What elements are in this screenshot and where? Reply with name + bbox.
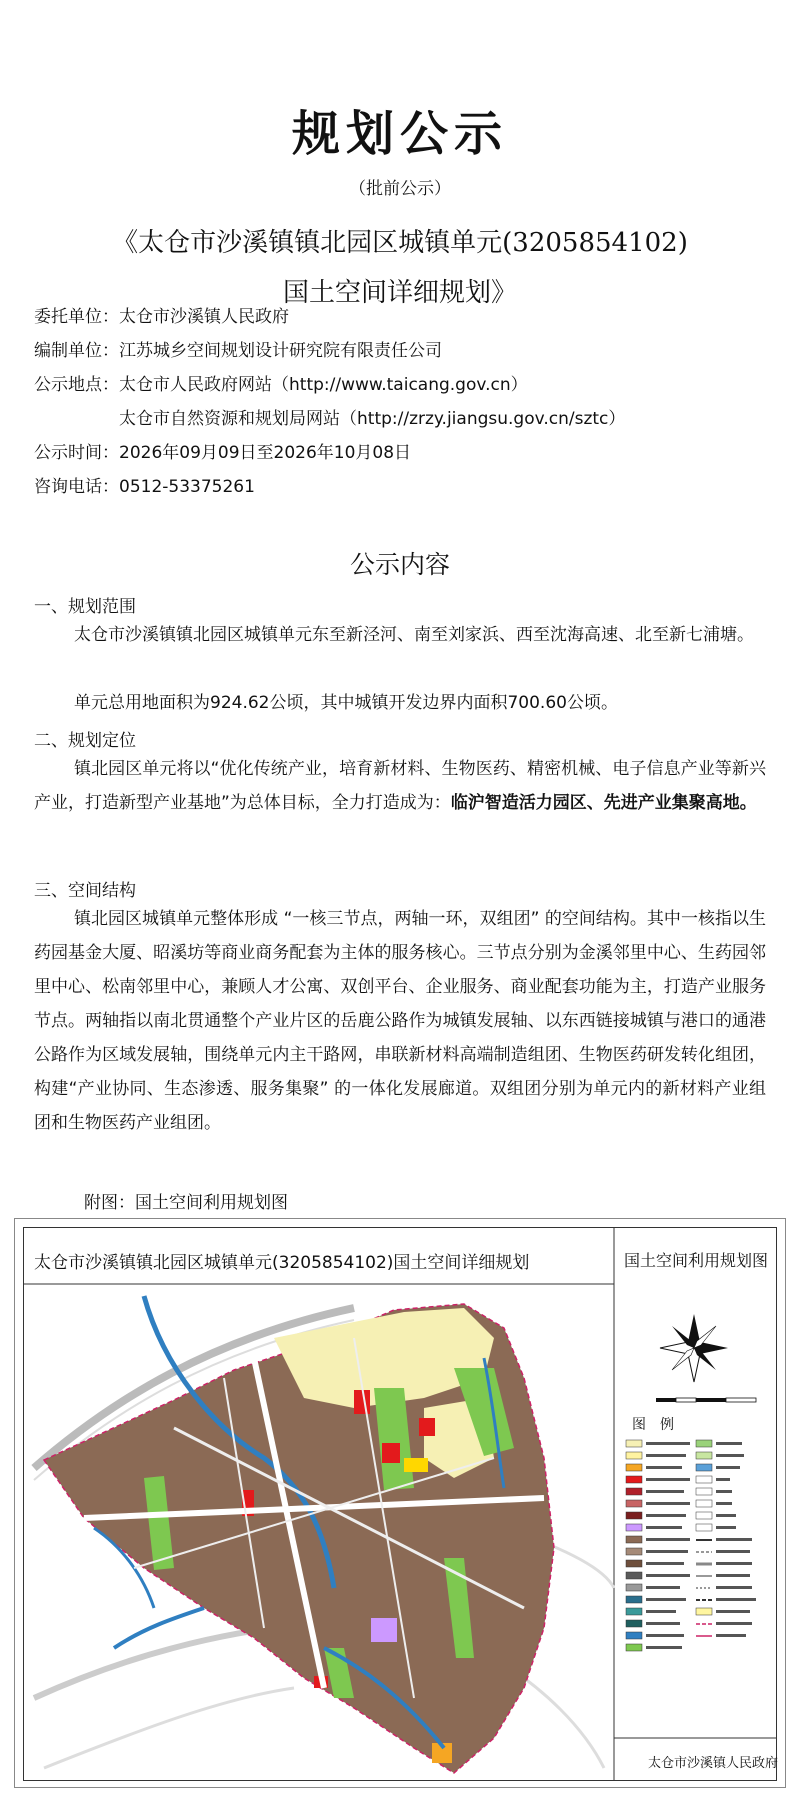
section-3-para-1: 镇北园区城镇单元整体形成 “一核三节点，两轴一环，双组团” 的空间结构。其中一核指以生药园基金大厦、昭溪坊等商业商务配套为主体的服务核心。三节点分别为金溪邻里中心、生药园邻里中心、松南邻里中心，兼顾人才公寓、双创平台、企业服务、商业配套功能为主，打造产业服务节点。两轴指以南北贯通整个产业片区的岳鹿公路作为城镇发展轴、以东西链接城镇与港口的通港公路作为区域发展轴，围绕单元内主干路网，串联新材料高端制造组团、生物医药研发转化组团，构建“产业协同、生态渗透、服务集聚” 的一体化发展廊道。双组团分别为单元内的新材料产业组团和生物医药产业组团。 xyxy=(34,909,766,1133)
content-heading: 公示内容 xyxy=(349,550,450,579)
land-use-map xyxy=(24,1228,779,1780)
legend-title: 图例 xyxy=(632,1417,688,1433)
north-arrow-icon xyxy=(660,1314,728,1382)
page-title: 规划公示 xyxy=(291,106,508,162)
info-phone: 咨询电话：0512-53375261 xyxy=(34,477,255,497)
info-compiler: 编制单位：江苏城乡空间规划设计研究院有限责任公司 xyxy=(34,341,442,361)
attachment-caption: 附图：国土空间利用规划图 xyxy=(84,1193,288,1213)
section-1-para-1: 太仓市沙溪镇镇北园区城镇单元东至新泾河、南至刘家浜、西至沈海高速、北至新七浦塘。 xyxy=(74,625,754,645)
section-1-para-2: 单元总用地面积为924.62公顷，其中城镇开发边界内面积700.60公顷。 xyxy=(74,693,618,713)
section-1-title: 一、规划范围 xyxy=(34,597,136,617)
section-2-text: 镇北园区单元将以“优化传统产业，培育新材料、生物医药、精密机械、电子信息产业等新兴产业，打造新型产业基地”为总体目标，全力打造成为： xyxy=(34,759,766,813)
info-location-2: 太仓市自然资源和规划局网站（http://zrzy.jiangsu.gov.cn/sztc） xyxy=(119,409,626,429)
plan-name-line1: 《太仓市沙溪镇镇北园区城镇单元(3205854102) xyxy=(112,228,688,258)
info-client: 委托单位：太仓市沙溪镇人民政府 xyxy=(34,307,289,327)
info-location-1: 公示地点：太仓市人民政府网站（http://www.taicang.gov.cn） xyxy=(34,375,528,395)
info-period: 公示时间：2026年09月09日至2026年10月08日 xyxy=(34,443,412,463)
section-3-title: 三、空间结构 xyxy=(34,881,136,901)
legend-swatches xyxy=(626,1440,690,1651)
legend-swatches-2 xyxy=(696,1440,756,1637)
map-footer: 太仓市沙溪镇人民政府 xyxy=(648,1756,779,1771)
map-title: 太仓市沙溪镇镇北园区城镇单元(3205854102)国土空间详细规划 xyxy=(34,1253,530,1273)
land-use-map-figure xyxy=(14,1218,786,1788)
section-2-para-1 xyxy=(34,752,766,820)
plan-name-line2: 国土空间详细规划》 xyxy=(282,278,517,308)
section-2-title: 二、规划定位 xyxy=(34,731,136,751)
map-panel-title: 国土空间利用规划图 xyxy=(624,1251,769,1270)
page-subtitle: （批前公示） xyxy=(349,179,451,199)
scale-bar xyxy=(656,1398,756,1402)
map-border xyxy=(23,1227,777,1781)
section-2-highlight: 临沪智造活力园区、先进产业集聚高地。 xyxy=(450,793,757,813)
